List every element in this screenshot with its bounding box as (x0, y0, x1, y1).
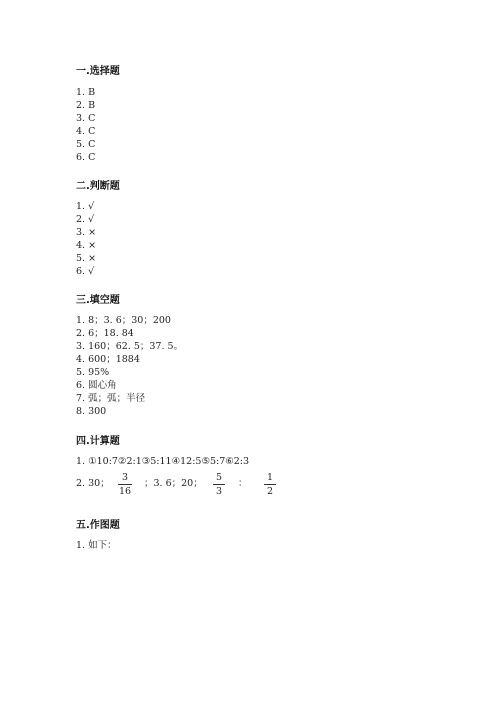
fraction-denominator: 2 (266, 486, 274, 497)
answer-line: 4. C (76, 126, 96, 137)
section-title-drawing: 五.作图题 (76, 520, 120, 531)
answer-line: 1. √ (76, 201, 95, 212)
answer-line: 1. B (76, 87, 96, 98)
answer-line: 2. √ (76, 214, 95, 225)
answer-line: 4. × (76, 240, 97, 251)
answer-line-prefix: 2. 30； (76, 478, 110, 489)
fraction-denominator: 3 (215, 486, 223, 497)
answer-line: 2. B (76, 100, 96, 111)
section-title-calculation: 四.计算题 (76, 436, 120, 447)
answer-line: 6. √ (76, 266, 95, 277)
answer-line: 5. C (76, 139, 96, 150)
fraction-bar (213, 484, 225, 485)
answer-colon: ： (238, 478, 248, 489)
answer-line: 7. 弧；弧；半径 (76, 393, 146, 404)
fraction-numerator: 1 (266, 472, 274, 483)
answer-line: 3. C (76, 113, 96, 124)
fraction-bar (264, 484, 276, 485)
fraction (264, 472, 276, 497)
fraction-numerator: 5 (215, 472, 223, 483)
answer-line-middle: ；3. 6；20； (144, 478, 203, 489)
answer-line: 1. 8；3. 6；30；200 (76, 315, 171, 326)
answer-line: 1. ①10:7②2:1③5:11④12:5⑤5:7⑥2:3 (76, 456, 250, 467)
section-title-fill-blank: 三.填空题 (76, 295, 120, 306)
answer-line: 5. × (76, 253, 97, 264)
answer-line: 8. 300 (76, 406, 107, 417)
fraction (213, 472, 225, 497)
answer-line: 5. 95% (76, 367, 110, 378)
section-title-judgement: 二.判断题 (76, 181, 120, 192)
fraction-bar (118, 484, 132, 485)
fraction (118, 472, 132, 497)
answer-line: 6. 圆心角 (76, 380, 117, 391)
answer-line: 4. 600；1884 (76, 354, 140, 365)
fraction-denominator: 16 (118, 486, 132, 497)
answer-line: 2. 6；18. 84 (76, 328, 134, 339)
section-title-choice: 一.选择题 (76, 66, 120, 77)
answer-line: 3. × (76, 227, 97, 238)
answer-line: 1. 如下： (76, 540, 117, 551)
answer-line: 3. 160；62. 5；37. 5。 (76, 341, 184, 352)
answer-line: 6. C (76, 152, 96, 163)
fraction-numerator: 3 (121, 472, 129, 483)
